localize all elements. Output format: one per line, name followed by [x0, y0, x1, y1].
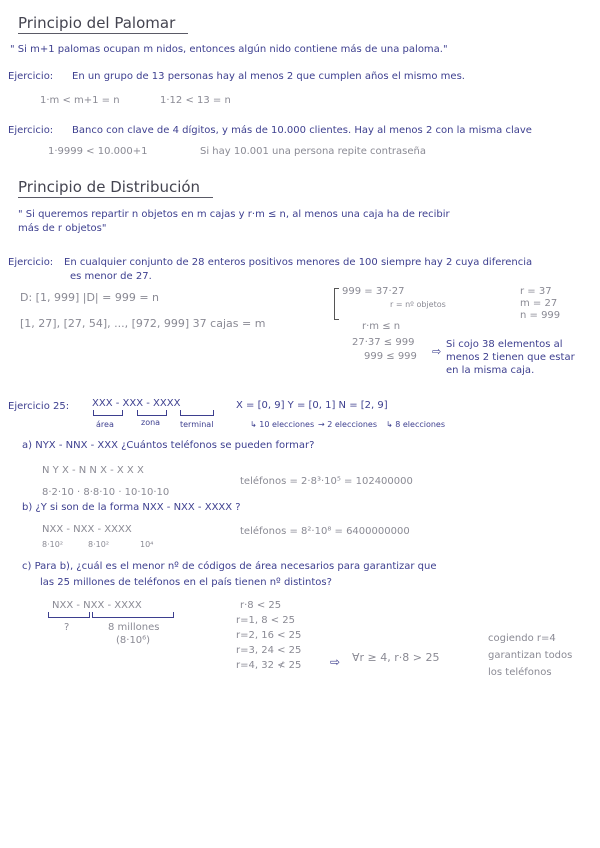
brace	[180, 410, 214, 416]
r-conclusion: ∀r ≥ 4, r·8 > 25	[352, 651, 440, 664]
question-b: b) ¿Y si son de la forma NXX - NXX - XXXX ?	[22, 502, 241, 513]
set-note: → 2 elecciones	[318, 420, 378, 429]
set-note: ↳ 10 elecciones	[250, 420, 315, 429]
factor-b: 8·10²	[88, 540, 110, 549]
calc-note: r = nº objetos	[390, 300, 446, 309]
conclusion: en la misma caja.	[446, 365, 535, 376]
result-b: teléfonos = 8²·10⁸ = 6400000000	[240, 526, 410, 537]
title-underline	[18, 197, 213, 198]
final-note: garantizan todos	[488, 650, 573, 661]
conclusion: menos 2 tienen que estar	[446, 352, 575, 363]
exercise-label: Ejercicio:	[8, 257, 54, 268]
exercise-solution: 1·9999 < 10.000+1	[48, 146, 148, 157]
phone-pattern: XXX - XXX - XXXX	[92, 398, 181, 409]
exercise-text: En un grupo de 13 personas hay al menos 2 que cumplen años el mismo mes.	[72, 71, 465, 82]
set-definition: D: [1, 999] |D| = 999 = n	[20, 291, 160, 304]
r-case: r=3, 24 < 25	[236, 645, 302, 656]
exercise-solution: Si hay 10.001 una persona repite contraseña	[200, 146, 426, 157]
title-underline	[18, 33, 188, 34]
calc-line: 999 = 37·27	[342, 286, 405, 297]
r-condition: r·8 < 25	[240, 600, 282, 611]
calc-line: 27·37 ≤ 999	[352, 337, 415, 348]
brace	[48, 612, 90, 618]
factor-b: 10⁴	[140, 540, 154, 549]
label-area: área	[96, 420, 114, 429]
r-case: r=2, 16 < 25	[236, 630, 302, 641]
millions-label: 8 millones	[108, 622, 160, 633]
exercise-label: Ejercicio:	[8, 71, 54, 82]
exercise-text: Banco con clave de 4 dígitos, y más de 10.000 clientes. Hay al menos 2 con la misma clave	[72, 125, 532, 136]
label-zona: zona	[141, 418, 161, 427]
question-a: a) NYX - NNX - XXX ¿Cuántos teléfonos se pueden formar?	[22, 440, 315, 451]
pattern-c: NXX - NXX - XXXX	[52, 600, 142, 611]
palomar-statement: " Si m+1 palomas ocupan m nidos, entonces algún nido contiene más de una paloma."	[10, 44, 448, 55]
brace	[334, 288, 339, 320]
brace	[93, 410, 123, 416]
factor-b: 8·10²	[42, 540, 64, 549]
label-terminal: terminal	[180, 420, 214, 429]
distribucion-statement: más de r objetos"	[18, 223, 107, 234]
exercise-text: es menor de 27.	[70, 271, 152, 282]
exercise-label: Ejercicio:	[8, 125, 54, 136]
final-note: cogiendo r=4	[488, 633, 556, 644]
r-case: r=1, 8 < 25	[236, 615, 296, 626]
exercise-solution: 1·12 < 13 = n	[160, 95, 231, 106]
value-m: m = 27	[520, 298, 558, 309]
factors-a: 8·2·10 · 8·8·10 · 10·10·10	[42, 487, 170, 498]
exercise-solution: 1·m < m+1 = n	[40, 95, 120, 106]
set-definitions: X = [0, 9] Y = [0, 1] N = [2, 9]	[236, 400, 388, 411]
value-r: r = 37	[520, 286, 552, 297]
distribucion-statement: " Si queremos repartir n objetos en m cajas y r·m ≤ n, al menos una caja ha de recibir	[18, 209, 450, 220]
result-a: teléfonos = 2·8³·10⁵ = 102400000	[240, 476, 413, 487]
implies-arrow: ⇨	[330, 655, 341, 669]
inequality: r·m ≤ n	[362, 321, 401, 332]
unknown-mark: ?	[64, 622, 70, 633]
exercise-text: En cualquier conjunto de 28 enteros positivos menores de 100 siempre hay 2 cuya diferencia	[64, 257, 533, 268]
question-c: las 25 millones de teléfonos en el país tienen nº distintos?	[40, 577, 332, 588]
section-title-palomar: Principio del Palomar	[18, 14, 176, 32]
brace	[137, 410, 167, 416]
exercise-label: Ejercicio 25:	[8, 401, 70, 412]
implies-arrow: ⇨	[432, 345, 442, 358]
section-title-distribucion: Principio de Distribución	[18, 178, 201, 196]
conclusion: Si cojo 38 elementos al	[446, 339, 563, 350]
question-c: c) Para b), ¿cuál es el menor nº de códigos de área necesarios para garantizar que	[22, 561, 437, 572]
r-case: r=4, 32 ≮ 25	[236, 660, 302, 671]
final-note: los teléfonos	[488, 667, 552, 678]
pattern-b: NXX - NXX - XXXX	[42, 524, 132, 535]
millions-value: (8·10⁶)	[116, 635, 151, 646]
calc-line: 999 ≤ 999	[364, 351, 417, 362]
brace	[92, 612, 174, 618]
interval-list: [1, 27], [27, 54], ..., [972, 999] 37 cajas = m	[20, 317, 266, 330]
pattern-a: N Y X - N N X - X X X	[42, 465, 144, 476]
value-n: n = 999	[520, 310, 561, 321]
set-note: ↳ 8 elecciones	[386, 420, 446, 429]
